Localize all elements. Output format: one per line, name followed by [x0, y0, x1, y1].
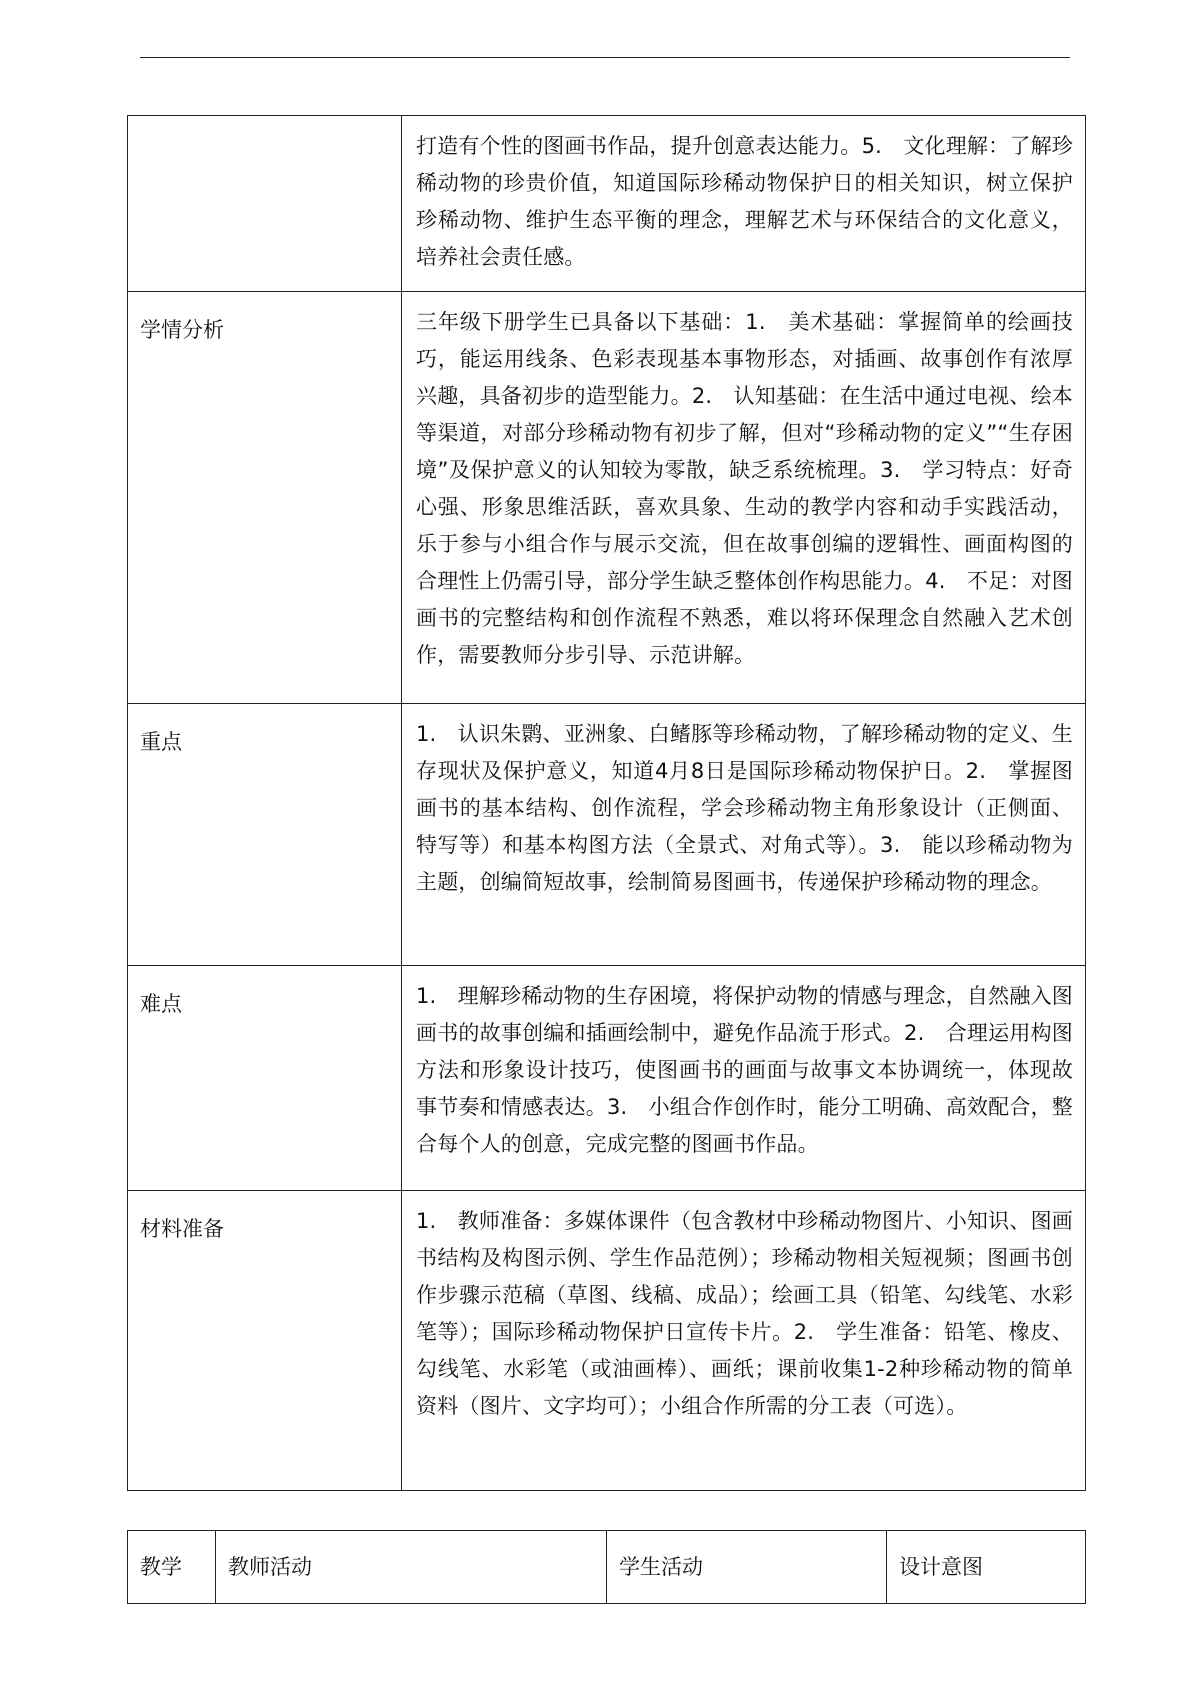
table-row	[128, 292, 1086, 704]
row-label	[128, 116, 402, 292]
lesson-info-table	[127, 115, 1086, 1491]
table-row	[128, 116, 1086, 292]
row-label-difficulties: 难点	[128, 966, 402, 1191]
row-label-key-points: 重点	[128, 704, 402, 966]
teaching-process-table	[127, 1530, 1086, 1604]
row-label-materials: 材料准备	[128, 1191, 402, 1491]
row-label-learner-analysis: 学情分析	[128, 292, 402, 704]
header-student-activity: 学生活动	[607, 1531, 887, 1604]
header-teaching: 教学	[128, 1531, 216, 1604]
header-teacher-activity: 教师活动	[216, 1531, 607, 1604]
row-content-materials: 1. 教师准备：多媒体课件（包含教材中珍稀动物图片、小知识、图画书结构及构图示例、学生作品范例）；珍稀动物相关短视频；图画书创作步骤示范稿（草图、线稿、成品）；绘画工具（铅笔、勾线笔、水彩笔等）；国际珍稀动物保护日宣传卡片。2. 学生准备：铅笔、橡皮、勾线笔、水彩笔（或油画棒）、画纸；课前收集1-2种珍稀动物的简单资料（图片、文字均可）；小组合作所需的分工表（可选）。	[402, 1191, 1086, 1491]
table-row	[128, 704, 1086, 966]
row-content: 打造有个性的图画书作品，提升创意表达能力。5. 文化理解：了解珍稀动物的珍贵价值，知道国际珍稀动物保护日的相关知识，树立保护珍稀动物、维护生态平衡的理念，理解艺术与环保结合的文化意义，培养社会责任感。	[402, 116, 1086, 292]
row-content-key-points: 1. 认识朱鹮、亚洲象、白鳍豚等珍稀动物，了解珍稀动物的定义、生存现状及保护意义，知道4月8日是国际珍稀动物保护日。2. 掌握图画书的基本结构、创作流程，学会珍稀动物主角形象设计（正侧面、特写等）和基本构图方法（全景式、对角式等）。3. 能以珍稀动物为主题，创编简短故事，绘制简易图画书，传递保护珍稀动物的理念。	[402, 704, 1086, 966]
table-header-row	[128, 1531, 1086, 1604]
header-rule	[140, 57, 1070, 58]
row-content-difficulties: 1. 理解珍稀动物的生存困境，将保护动物的情感与理念，自然融入图画书的故事创编和插画绘制中，避免作品流于形式。2. 合理运用构图方法和形象设计技巧，使图画书的画面与故事文本协调统一，体现故事节奏和情感表达。3. 小组合作创作时，能分工明确、高效配合，整合每个人的创意，完成完整的图画书作品。	[402, 966, 1086, 1191]
header-design-intent: 设计意图	[887, 1531, 1086, 1604]
table-row	[128, 1191, 1086, 1491]
table-row	[128, 966, 1086, 1191]
row-content-learner-analysis: 三年级下册学生已具备以下基础：1. 美术基础：掌握简单的绘画技巧，能运用线条、色彩表现基本事物形态，对插画、故事创作有浓厚兴趣，具备初步的造型能力。2. 认知基础：在生活中通过电视、绘本等渠道，对部分珍稀动物有初步了解，但对“珍稀动物的定义”“生存困境”及保护意义的认知较为零散，缺乏系统梳理。3. 学习特点：好奇心强、形象思维活跃，喜欢具象、生动的教学内容和动手实践活动，乐于参与小组合作与展示交流，但在故事创编的逻辑性、画面构图的合理性上仍需引导，部分学生缺乏整体创作构思能力。4. 不足：对图画书的完整结构和创作流程不熟悉，难以将环保理念自然融入艺术创作，需要教师分步引导、示范讲解。	[402, 292, 1086, 704]
